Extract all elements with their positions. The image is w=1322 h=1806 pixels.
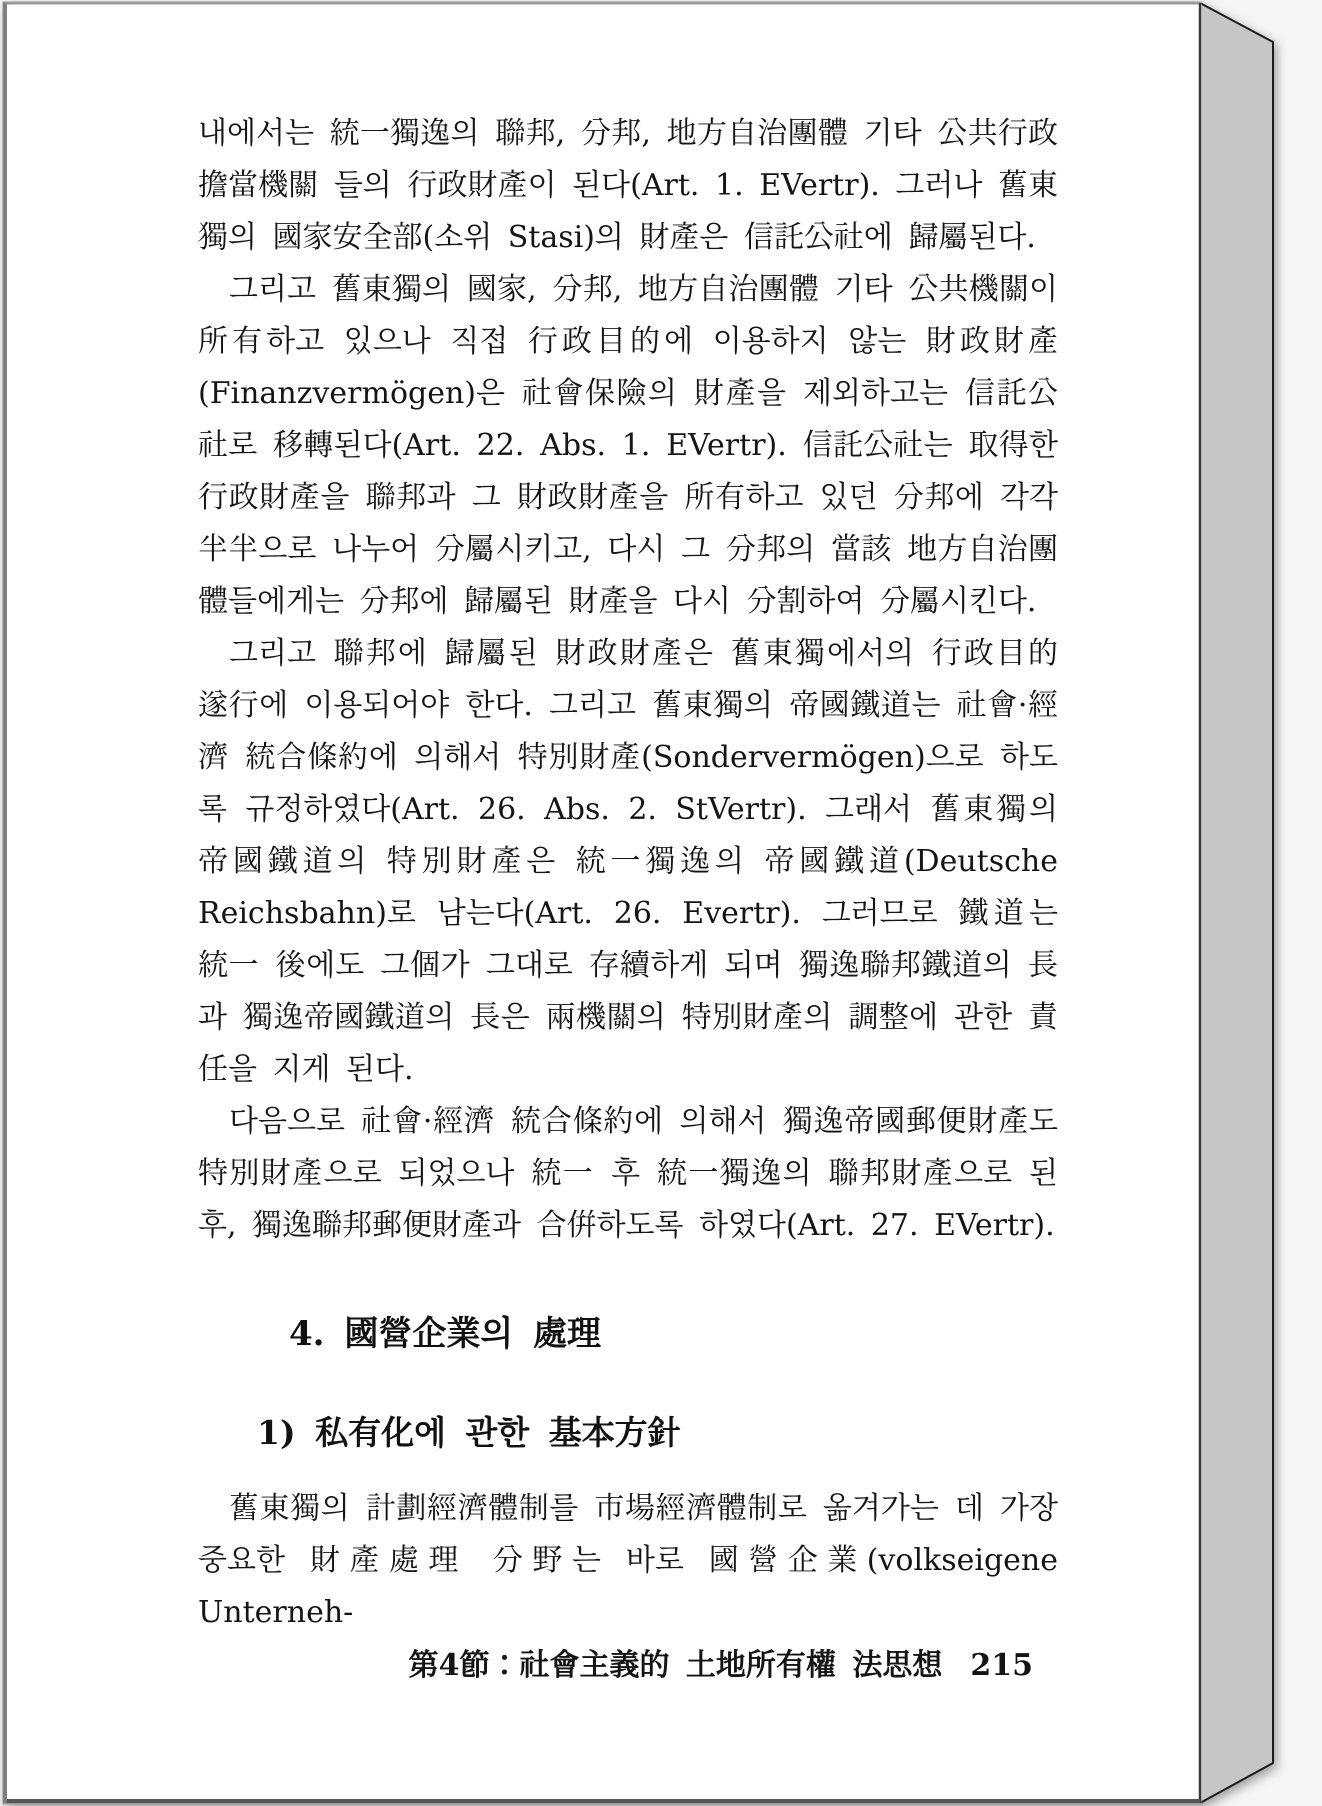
page-number: 215 xyxy=(970,1648,1033,1683)
body-paragraph: 그리고 聯邦에 歸屬된 財政財產은 舊東獨에서의 行政目的 遂行에 이용되어야 한다. 그리고 舊東獨의 帝國鐵道는 社會·經濟 統合條約에 의해서 特別財產(Sondervermögen)으로 하도록 규정하였다(Art. 26. Abs. 2. StVertr). 그래서 舊東獨의 帝國鐵道의 特別財產은 統一獨逸의 帝國鐵道(Deutsche Reichsbahn)로 남는다(Art. 26. Evertr). 그러므로 鐵道는 統一 後에도 그個가 그대로 存續하게 되며 獨逸聯邦鐵道의 長과 獨逸帝國鐵道의 長은 兩機關의 特別財產의 調整에 관한 責任을 지게 된다. xyxy=(198,636,1058,1087)
body-paragraph: 다음으로 社會·經濟 統合條約에 의해서 獨逸帝國郵便財產도 特別財產으로 되었으나 統一 후 統一獨逸의 聯邦財產으로 된 후, 獨逸聯邦郵便財產과 合倂하도록 하였다(Art. 27. EVertr). xyxy=(198,1104,1058,1243)
page-footer xyxy=(198,1640,1033,1684)
running-title: 第4節：社會主義的 土地所有權 法思想 xyxy=(408,1648,943,1683)
section-heading: 4. 國營企業의 處理 xyxy=(289,1314,602,1354)
page-text-block xyxy=(198,108,1058,1639)
page-edge xyxy=(1200,3,1273,1803)
subsection-heading: 1) 私有化에 관한 基本方針 xyxy=(257,1413,681,1452)
body-paragraph: 舊東獨의 計劃經濟體制를 市場經濟體制로 옮겨가는 데 가장 중요한 財產處理 分野는 바로 國營企業(volkseigene Unterneh- xyxy=(198,1491,1058,1630)
body-paragraph: 그리고 舊東獨의 國家, 分邦, 地方自治團體 기타 公共機關이 所有하고 있으나 직접 行政目的에 이용하지 않는 財政財產(Finanzvermögen)은 社會保險의 財產을 제외하고는 信託公社로 移轉된다(Art. 22. Abs. 1. EVertr). 信託公社는 取得한 行政財產을 聯邦과 그 財政財產을 所有하고 있던 分邦에 각각 半半으로 나누어 分屬시키고, 다시 그 分邦의 當該 地方自治團體들에게는 分邦에 歸屬된 財產을 다시 分割하여 分屬시킨다. xyxy=(198,272,1058,619)
body-paragraph: 내에서는 統一獨逸의 聯邦, 分邦, 地方自治團體 기타 公共行政 擔當機關 들의 行政財產이 된다(Art. 1. EVertr). 그러나 舊東獨의 國家安全部(소위 Stasi)의 財產은 信託公社에 歸屬된다. xyxy=(198,116,1058,255)
